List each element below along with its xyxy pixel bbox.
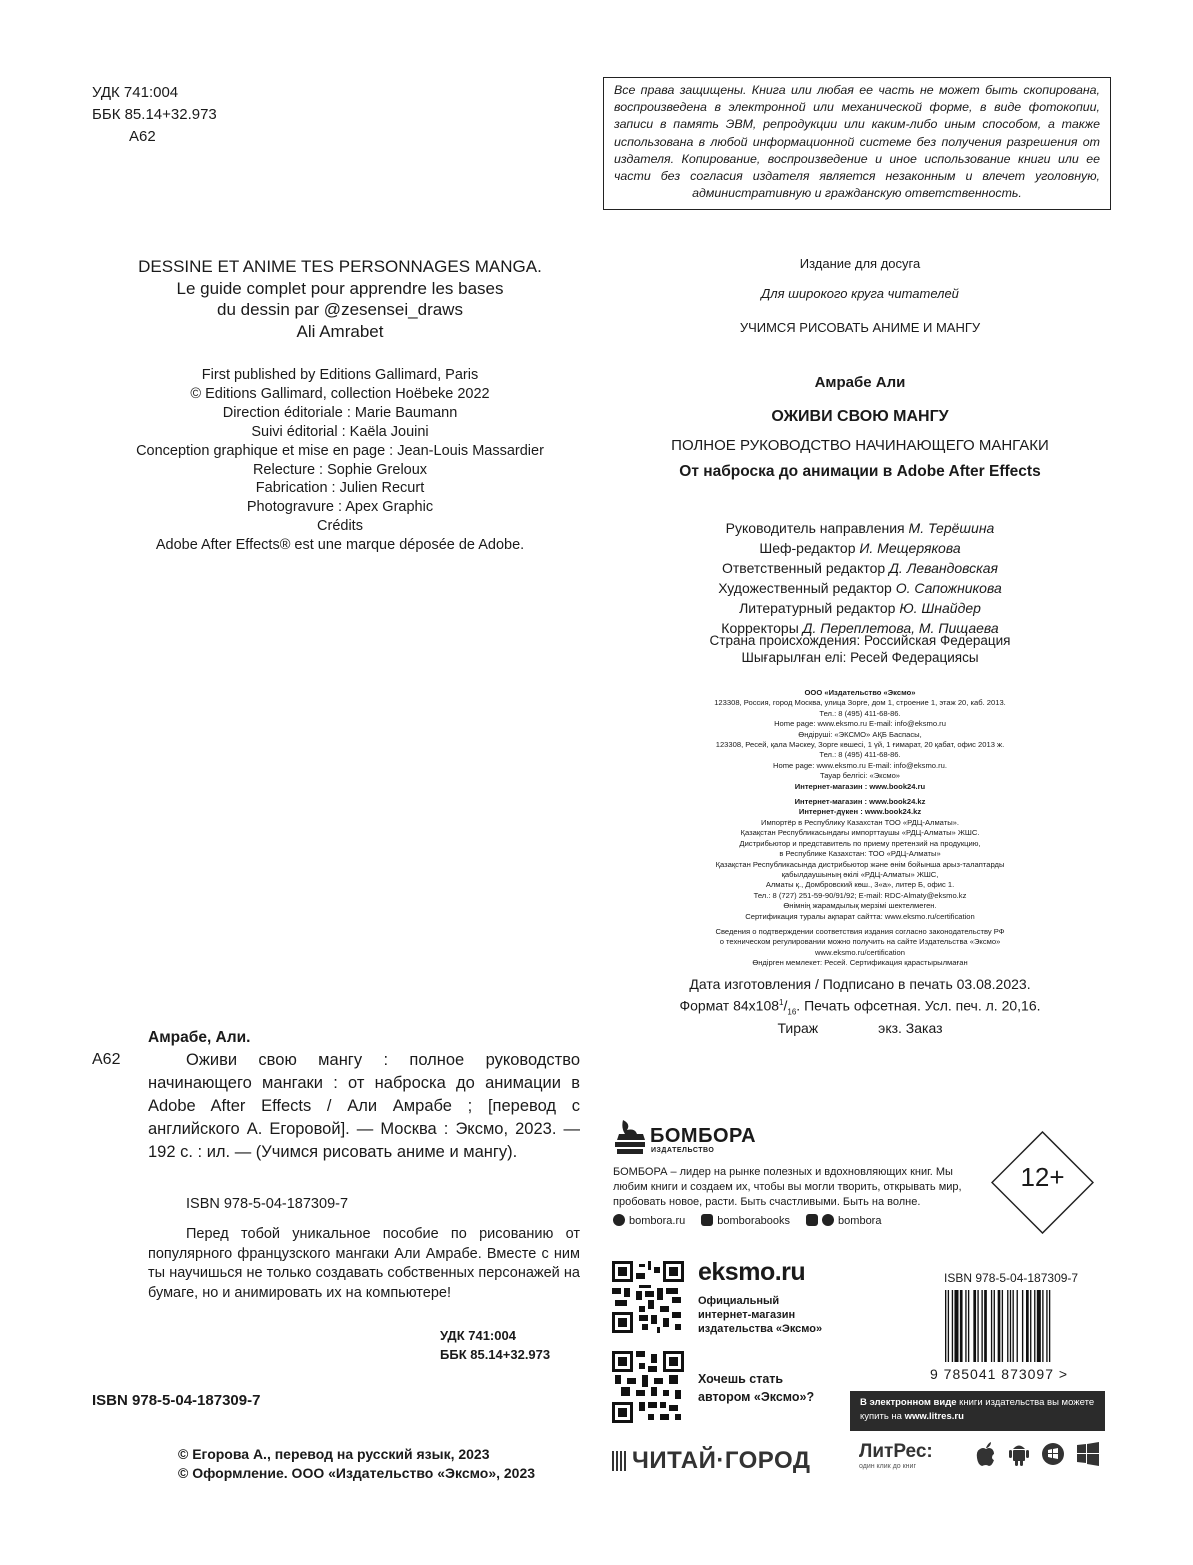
editor-name: М. Терёшина [908, 520, 995, 536]
publisher-line: Тел.: 8 (495) 411-68-86. [819, 750, 901, 760]
litres-tagline: один клик до книг [859, 1463, 917, 1470]
vk-icon [701, 1214, 713, 1226]
bib-isbn: ISBN 978-5-04-187309-7 [186, 1196, 349, 1212]
credits-block [60, 366, 620, 555]
barcode-isbn: ISBN 978-5-04-187309-7 [944, 1271, 1079, 1285]
editor-line [605, 558, 1115, 578]
publisher-line: о техническом регулировании можно получить на сайте Издательства «Эксмо» [719, 937, 1001, 947]
original-line: Ali Amrabet [296, 321, 384, 341]
publisher-line: Импортёр в Республику Казахстан ТОО «РДЦ-Алматы». [760, 817, 959, 827]
litres-banner[interactable] [850, 1391, 1105, 1431]
become-author [698, 1370, 814, 1406]
become-author-line: Хочешь стать [698, 1372, 784, 1386]
editor-role: Шеф-редактор [759, 540, 856, 556]
editor-role: Литературный редактор [739, 600, 896, 616]
editor-name: И. Мещерякова [859, 540, 961, 556]
barcode-bar [981, 1290, 982, 1362]
eksmo-desc-line: Официальный [698, 1295, 780, 1307]
globe-icon [613, 1214, 625, 1226]
editor-line [605, 538, 1115, 558]
apple-icon[interactable] [975, 1441, 997, 1467]
barcode-bar [1034, 1290, 1035, 1362]
litres-url[interactable]: www.litres.ru [904, 1411, 964, 1422]
social-label: bomborabooks [717, 1215, 791, 1227]
editor-line [605, 578, 1115, 598]
chitai-gorod-logo [612, 1447, 810, 1475]
edition-series: УЧИМСЯ РИСОВАТЬ АНИМЕ И МАНГУ [739, 320, 981, 335]
publisher-line: 123308, Ресей, қала Мәскеу, Зорге көшесі, 1 үй, 1 ғимарат, 20 қабат, офис 2013 ж. [715, 740, 1005, 750]
edition-author: Амрабе Али [814, 374, 906, 391]
barcode-bar [1030, 1290, 1031, 1362]
origin-line: Шығарылған елі: Ресей Федерациясы [741, 650, 979, 665]
credit-line: Adobe After Effects® est une marque déposée de Adobe. [155, 537, 525, 554]
format-sup: 1 [779, 997, 784, 1007]
barcode-bar [945, 1290, 946, 1362]
barcode-bar [994, 1290, 995, 1362]
barcode-bar [1007, 1290, 1008, 1362]
credit-line: Crédits [317, 518, 363, 535]
bombora-description: БОМБОРА – лидер на рынке полезных и вдохновляющих книг. Мы любим книги и создаем их, чтобы вы могли творить, открывать мир, пробовать новое, расти. Быть счастливыми. Быть на волне. [613, 1166, 962, 1208]
social-vk[interactable] [701, 1214, 790, 1227]
publisher-block [640, 688, 1080, 969]
bib-code: А62 [92, 1051, 121, 1068]
udk-code: УДК 741:004 [92, 84, 179, 101]
print-format: Формат $84x108^1/_{16}$. Печать офсетная. Усл. печ. л. 20,16. [679, 997, 1041, 1016]
format-b: . Печать офсетная. Усл. печ. л. 20,16. [796, 997, 1041, 1014]
editor-name: Д. Левандовская [889, 560, 998, 576]
print-date: Дата изготовления / Подписано в печать 03.08.2023. [689, 976, 1031, 992]
publisher-line: Тел.: 8 (727) 251-59-90/91/92; E-mail: RDC-Almaty@eksmo.kz [753, 890, 967, 900]
barcode-bar [1013, 1290, 1014, 1362]
credit-line: © Editions Gallimard, collection Hoëbeke 2022 [190, 385, 490, 402]
eksmo-logo[interactable]: eksmo.ru [698, 1258, 806, 1286]
bombora-sub: ИЗДАТЕЛЬСТВО [651, 1147, 715, 1154]
editor-name: О. Сапожникова [895, 580, 1002, 596]
credit-line: First published by Editions Gallimard, Paris [201, 367, 479, 383]
barcode-bar [965, 1290, 966, 1362]
edition-subsubtitle: От наброска до анимации в Adobe After Effects [679, 463, 1041, 480]
edition-type: Издание для досуга [799, 256, 921, 271]
barcode-bar [1049, 1290, 1050, 1362]
windows-phone-icon[interactable] [1041, 1441, 1065, 1467]
origin-line: Страна происхождения: Российская Федерация [709, 633, 1011, 648]
credit-line: Conception graphique et mise en page : Jean-Louis Massardier [136, 442, 544, 459]
editor-role: Художественный редактор [718, 580, 892, 596]
eksmo-desc-line: издательства «Эксмо» [698, 1323, 823, 1335]
barcode-bar [960, 1290, 963, 1362]
plus-icon [806, 1214, 818, 1226]
editor-role: Руководитель направления [725, 520, 905, 536]
origin-block [605, 632, 1115, 666]
age-rating: 12+ [1020, 1162, 1065, 1192]
edition-audience: Для широкого круга читателей [761, 286, 959, 301]
annotation: Перед тобой уникальное пособие по рисованию от популярного французского мангаки Али Амрабе. Вместе с ним ты научишься не только создавать собственных персонажей на бумаге, но и анимировать их на компьютере! [148, 1226, 580, 1301]
author-code: А62 [129, 128, 156, 145]
editors-block [605, 518, 1115, 638]
barcode-bar [1010, 1290, 1011, 1362]
chitai-gorod-name: ЧИТАЙ·ГОРОД [632, 1447, 811, 1474]
edition-title: ОЖИВИ СВОЮ МАНГУ [771, 408, 949, 425]
social-label: bombora [838, 1215, 882, 1227]
barcode [943, 1290, 1103, 1365]
barcode-bar [968, 1290, 969, 1362]
editor-line [605, 518, 1115, 538]
order-label: экз. Заказ [878, 1020, 943, 1037]
bbk-code: ББК 85.14+32.973 [92, 106, 217, 123]
publisher-line: Home page: www.eksmo.ru E-mail: info@eksmo.ru [774, 719, 946, 729]
format-sub: 16 [787, 1006, 797, 1016]
print-run-label: Тираж [777, 1020, 819, 1037]
litres-text: книги издательства вы можете [959, 1397, 1095, 1408]
social-label: bombora.ru [629, 1215, 686, 1227]
barcode-bar [1046, 1290, 1047, 1362]
barcode-bar [1026, 1290, 1029, 1362]
barcode-bar [991, 1290, 992, 1362]
isbn-main: ISBN 978-5-04-187309-7 [92, 1392, 261, 1409]
publisher-line: Тауар белгісі: «Эксмо» [819, 771, 901, 781]
barcode-bar [1037, 1290, 1041, 1362]
print-run [605, 1020, 1115, 1038]
publisher-line: Қазақстан Республикасында дистрибьютор және өнім бойынша арыз-талаптарды [715, 859, 1005, 869]
original-line: du dessin par @zesensei_draws [217, 300, 463, 319]
publisher-line: Интернет-магазин : www.book24.kz [794, 797, 926, 807]
publisher-line: 123308, Россия, город Москва, улица Зорге, дом 1, строение 1, этаж 20, каб. 2013. [714, 698, 1006, 708]
barcode-bar [952, 1290, 953, 1362]
become-author-line: автором «Эксмо»? [698, 1390, 815, 1404]
editor-role: Корректоры [721, 620, 799, 636]
publisher-line: Дистрибьютор и представитель по приему претензий на продукцию, [739, 838, 981, 848]
barcode-bar [1042, 1290, 1043, 1362]
editor-line [605, 598, 1115, 618]
credit-line: Direction éditoriale : Marie Baumann [222, 404, 458, 421]
publisher-line: в Республике Казахстан: ТОО «РДЦ-Алматы» [779, 849, 941, 859]
eksmo-desc-line: интернет-магазин [698, 1309, 796, 1321]
barcode-bar [1002, 1290, 1003, 1362]
barcode-bar [973, 1290, 976, 1362]
publisher-line: Қазақстан Республикасындағы импорттаушы «РДЦ-Алматы» ЖШС. [740, 828, 980, 838]
barcode-bar [1017, 1290, 1018, 1362]
publisher-line: қабылдаушының өкілі «РДЦ-Алматы» ЖШС, [781, 869, 939, 879]
android-icon[interactable] [1008, 1441, 1030, 1467]
chitai-gorod-icon [612, 1451, 628, 1471]
eksmo-description [698, 1294, 822, 1336]
publisher-line: Интернет-дүкен : www.book24.kz [798, 807, 922, 817]
format-a: Формат 84x108 [679, 997, 780, 1014]
publisher-line: Сведения о подтверждении соответствия издания согласно законодательству РФ [715, 926, 1005, 936]
publisher-line: Өнімнің жарамдылық мерзімі шектелмеген. [783, 901, 937, 911]
bombora-socials [613, 1214, 881, 1227]
barcode-bar [1022, 1290, 1023, 1362]
original-line: Le guide complet pour apprendre les bases [176, 278, 504, 298]
social-site[interactable] [613, 1214, 685, 1227]
credit-line: Fabrication : Julien Recurt [255, 480, 425, 497]
original-line: DESSINE ET ANIME TES PERSONNAGES MANGA. [138, 257, 542, 276]
credit-line: Suivi éditorial : Kaëla Jouini [251, 423, 429, 440]
barcode-bar [977, 1290, 978, 1362]
litres-text: купить на [860, 1411, 902, 1422]
original-title-block [60, 256, 620, 342]
classification [92, 82, 217, 148]
bombora-logo-icon [613, 1118, 647, 1158]
litres-logo: ЛитРес: [859, 1441, 933, 1462]
publisher-line: Сертификация туралы ақпарат сайтта: www.eksmo.ru/certification [745, 911, 975, 921]
publisher-line: Өндірген мемлекет: Ресей. Сертификация қарастырылмаған [752, 958, 968, 968]
credit-line: Photogravure : Apex Graphic [246, 499, 434, 516]
editor-name: Ю. Шнайдер [899, 600, 981, 616]
bombora-name: БОМБОРА [650, 1125, 757, 1147]
bib-author: Амрабе, Али. [148, 1029, 251, 1046]
barcode-bar [954, 1290, 958, 1362]
litres-text: В электронном виде [860, 1397, 957, 1408]
qr-code-eksmo[interactable] [612, 1261, 684, 1333]
publisher-line: Алматы қ., Домбровский көш., 3«а», литер Б, офис 1. [765, 880, 955, 890]
barcode-bar [948, 1290, 949, 1362]
credit-line: Relecture : Sophie Greloux [252, 461, 428, 478]
publisher-line: ООО «Издательство «Эксмо» [804, 688, 916, 697]
bib-classification [440, 1326, 550, 1364]
telegram-icon [822, 1214, 834, 1226]
copyright-block [178, 1445, 535, 1483]
copyright-line: © Егорова А., перевод на русский язык, 2023 [178, 1446, 490, 1462]
publisher-line: Тел.: 8 (495) 411-68-86. [819, 708, 901, 718]
qr-code-author[interactable] [612, 1351, 684, 1423]
bib-description: Оживи свою мангу : полное руководство начинающего мангаки : от наброска до анимации в Adobe After Effects / Али Амрабе ; [перевод с английского А. Егоровой]. — Москва : Эксмо, 2023. — 192 с. : ил. — (Учимся рисовать аниме и мангу). [148, 1051, 580, 1161]
publisher-line: Интернет-магазин : www.book24.ru [794, 781, 926, 791]
editor-name: Д. Переплетова, М. Пищаева [802, 620, 999, 636]
barcode-bar [998, 1290, 1001, 1362]
barcode-digits: 9 785041 873097 > [930, 1366, 1069, 1382]
barcode-bar [984, 1290, 987, 1362]
publisher-line: Home page: www.eksmo.ru E-mail: info@eksmo.ru. [773, 760, 947, 770]
publisher-line: www.eksmo.ru/certification [815, 947, 905, 957]
edition-subtitle: ПОЛНОЕ РУКОВОДСТВО НАЧИНАЮЩЕГО МАНГАКИ [671, 437, 1049, 454]
social-telegram[interactable] [806, 1214, 881, 1227]
publisher-line: Өндіруші: «ЭКСМО» АҚБ Баспасы, [798, 729, 922, 739]
print-info [605, 976, 1115, 1038]
bib-bbk: ББК 85.14+32.973 [440, 1347, 551, 1362]
editor-role: Ответственный редактор [721, 560, 886, 576]
bib-udk: УДК 741:004 [440, 1328, 516, 1343]
platform-icons [975, 1441, 1100, 1467]
rights-notice: Все права защищены. Книга или любая ее часть не может быть скопирована, воспроизведена в электронной или механической форме, в виде фотокопии, записи в память ЭВМ, репродукции или каким-либо иным способом, а также использована в любой информационной системе без получения разрешения от издателя. Копирование, воспроизведение и иное использование книги или ее части без согласия издателя является незаконным и влечет уголовную, административную и гражданскую ответственность. [603, 77, 1111, 210]
windows-icon[interactable] [1076, 1441, 1100, 1467]
copyright-line: © Оформление. ООО «Издательство «Эксмо», 2023 [178, 1465, 536, 1481]
